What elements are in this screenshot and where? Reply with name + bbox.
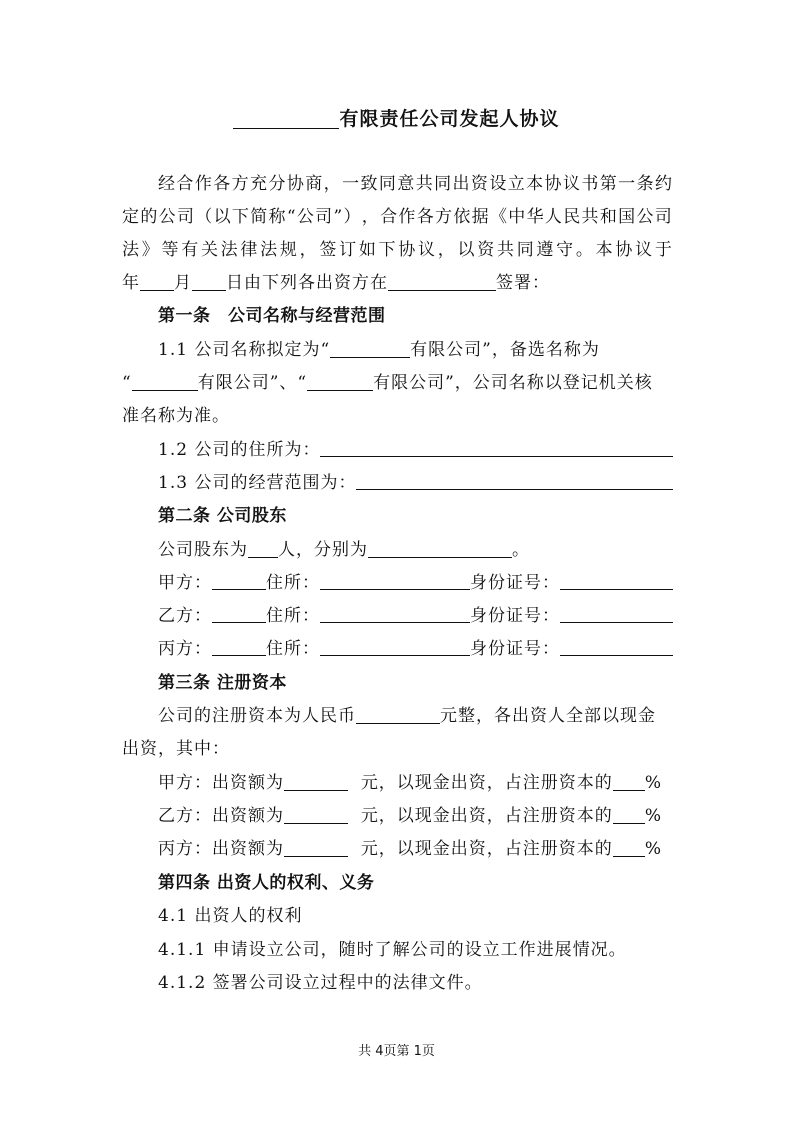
- contribution-amount-blank[interactable]: [284, 772, 348, 791]
- year-blank[interactable]: [140, 272, 174, 291]
- shareholders-line: 公司股东为 人，分别为 。: [158, 540, 530, 560]
- contribution-amount-blank[interactable]: [284, 805, 348, 824]
- party-id-blank[interactable]: [560, 571, 673, 590]
- clause-4-1-2: 4.1.2 签署公司设立过程中的法律文件。: [158, 973, 483, 993]
- party-address-blank[interactable]: [320, 637, 470, 656]
- party-id-blank[interactable]: [560, 604, 673, 623]
- party-name-blank[interactable]: [212, 637, 266, 656]
- shareholder-row-1: 甲方： 住所： 身份证号：: [158, 571, 673, 595]
- place-blank[interactable]: [388, 272, 496, 291]
- document-title: 有限责任公司发起人协议: [0, 104, 793, 131]
- clause-4-1: 4.1 出资人的权利: [158, 906, 303, 926]
- party-name-blank[interactable]: [212, 571, 266, 590]
- contribution-row-2: 乙方：出资额为 元，以现金出资，占注册资本的 %: [158, 806, 662, 826]
- party-id-blank[interactable]: [560, 637, 673, 656]
- contribution-row-1: 甲方：出资额为 元，以现金出资，占注册资本的 %: [158, 773, 662, 793]
- company-name-blank[interactable]: [233, 108, 339, 129]
- address-blank[interactable]: [320, 438, 673, 457]
- contribution-percent-blank[interactable]: [613, 838, 645, 857]
- intro-line-1: 经 合 作 各 方 充 分 协 商 ， 一 致 同 意 共 同 出 资 设 立 本 协 议 书 第 一 条 约: [158, 174, 673, 194]
- shareholder-row-2: 乙方： 住所： 身份证号：: [158, 604, 673, 628]
- contribution-amount-blank[interactable]: [284, 838, 348, 857]
- article-2-heading: 第二条 公司股东: [158, 506, 287, 526]
- clause-1-1-line-2: “ 有限公司”、“ 有限公司”，公司名称以登记机关核: [122, 373, 653, 393]
- registered-capital-line-1: 公司的注册资本为人民币 元整，各出资人全部以现金: [158, 706, 656, 726]
- shareholder-count-blank[interactable]: [248, 539, 278, 558]
- clause-1-1-line-1: 1.1 公司名称拟定为“ 有限公司”，备选名称为: [158, 340, 600, 360]
- contribution-percent-blank[interactable]: [613, 772, 645, 791]
- business-scope-blank[interactable]: [356, 471, 673, 490]
- intro-line-3: 法 》 等 有 关 法 律 法 规 ， 签 订 如 下 协 议 ， 以 资 共 同 遵 守 。 本 协 议 于: [122, 240, 673, 260]
- contribution-percent-blank[interactable]: [613, 805, 645, 824]
- party-address-blank[interactable]: [320, 571, 470, 590]
- page-footer: 共 4页第 1页: [358, 1044, 435, 1059]
- intro-line-4: 年 月 日由下列各出资方在 签署：: [122, 273, 550, 293]
- shareholder-row-3: 丙方： 住所： 身份证号：: [158, 637, 673, 661]
- party-address-blank[interactable]: [320, 604, 470, 623]
- clause-4-1-1: 4.1.1 申请设立公司，随时了解公司的设立工作进展情况。: [158, 940, 627, 960]
- article-3-heading: 第三条 注册资本: [158, 673, 287, 693]
- registered-capital-line-2: 出资，其中：: [122, 739, 230, 759]
- intro-line-2: 定 的 公 司 （ 以 下 简 称 “ 公 司 ” ） ， 合 作 各 方 依 据 《 中 华 人 民 共 和 国 公 司: [122, 207, 673, 227]
- company-name-blank-1[interactable]: [330, 339, 410, 358]
- contribution-row-3: 丙方：出资额为 元，以现金出资，占注册资本的 %: [158, 839, 662, 859]
- month-blank[interactable]: [192, 272, 226, 291]
- clause-1-2: 1.2 公司的住所为：: [158, 438, 673, 462]
- clause-1-1-line-3: 准名称为准。: [122, 406, 230, 426]
- capital-amount-blank[interactable]: [356, 705, 440, 724]
- article-1-heading: 第一条 公司名称与经营范围: [158, 306, 386, 326]
- article-4-heading: 第四条 出资人的权利、义务: [158, 873, 375, 893]
- party-name-blank[interactable]: [212, 604, 266, 623]
- clause-1-3: 1.3 公司的经营范围为：: [158, 471, 673, 495]
- shareholder-names-blank[interactable]: [368, 539, 512, 558]
- alt-name-blank-1[interactable]: [132, 372, 198, 391]
- alt-name-blank-2[interactable]: [307, 372, 373, 391]
